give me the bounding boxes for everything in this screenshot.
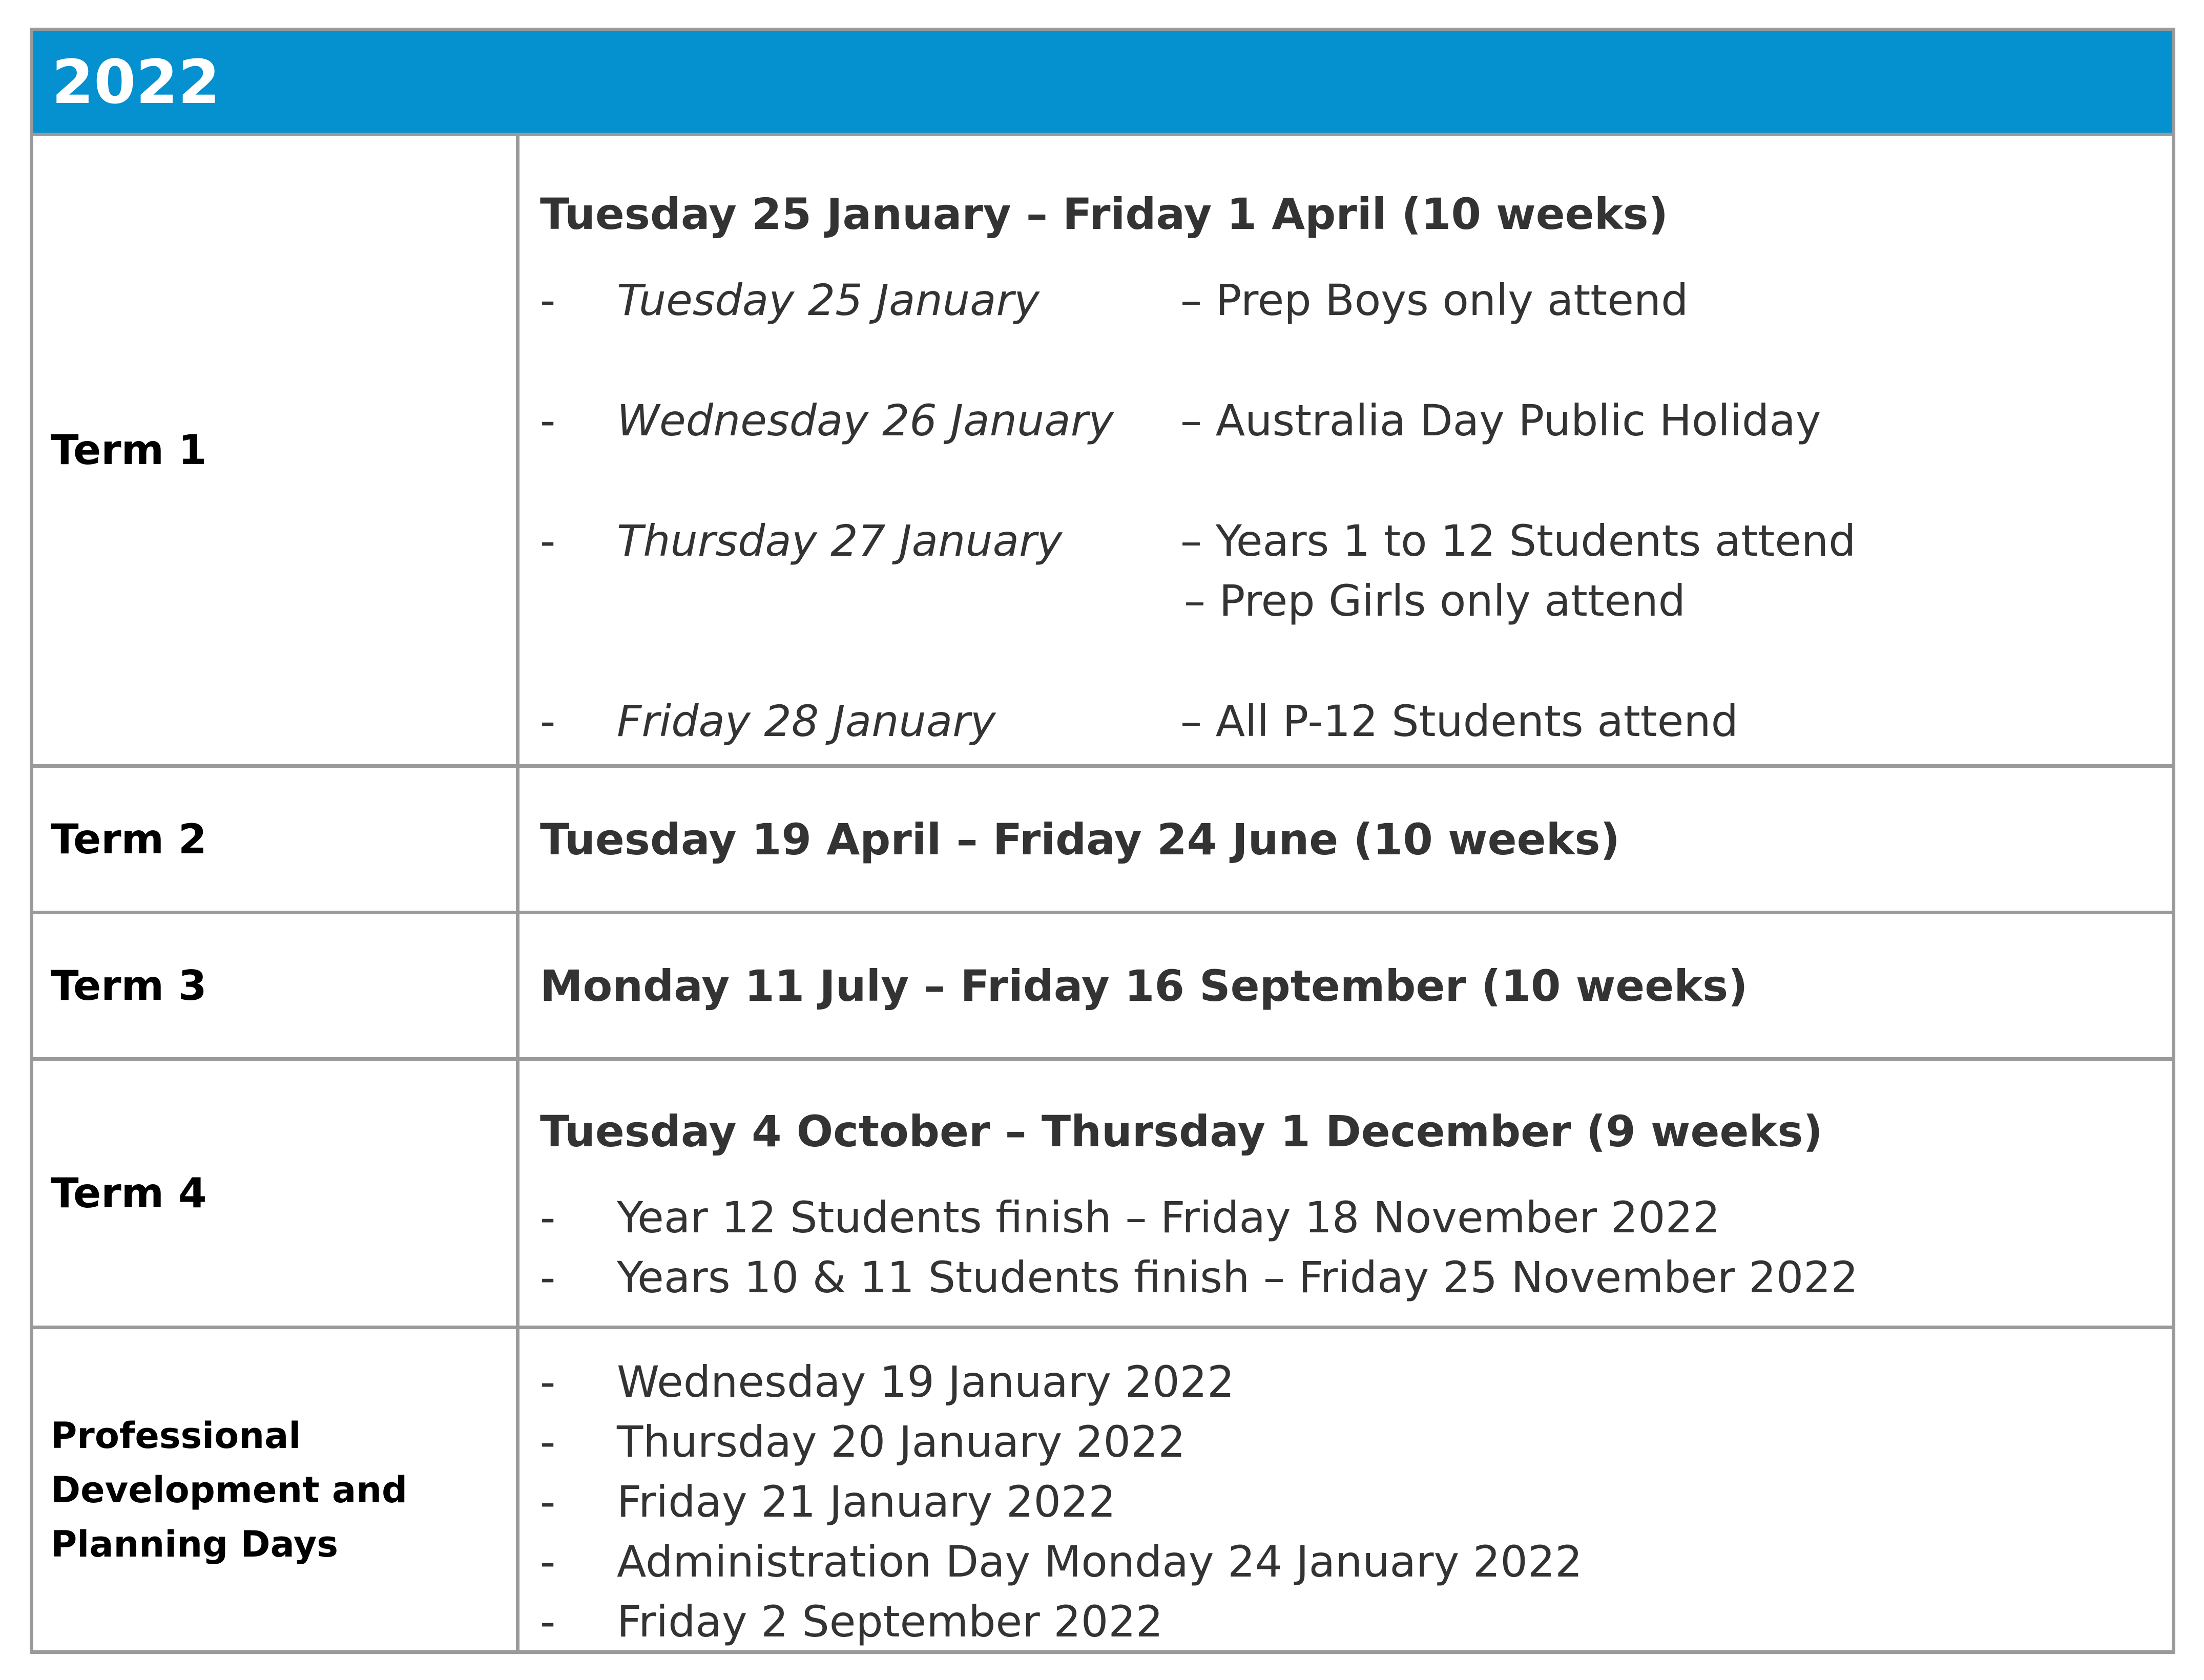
term-1-entry-desc: – Australia Day Public Holiday [1180, 395, 1821, 446]
term-dates-table [30, 28, 2175, 1654]
term-2-row [33, 768, 2172, 914]
term-3-row [33, 914, 2172, 1061]
term-1-details [519, 136, 2172, 764]
term-3-details [519, 914, 2172, 1057]
pd-day-item: Thursday 20 January 2022 [617, 1417, 1186, 1467]
bullet: - [540, 1417, 556, 1467]
term-1-entry-day: Friday 28 January [617, 696, 996, 746]
pd-day-item: Friday 2 September 2022 [617, 1597, 1163, 1647]
bullet: - [540, 1597, 556, 1647]
bullet: - [540, 275, 556, 325]
pd-days-details [519, 1329, 2172, 1650]
term-1-entry-desc-2: – Prep Girls only attend [1184, 576, 1686, 626]
term-2-label: Term 2 [33, 768, 519, 911]
term-1-row [33, 136, 2172, 768]
bullet: - [540, 696, 556, 746]
bullet: - [540, 516, 556, 566]
term-3-label: Term 3 [33, 914, 519, 1057]
term-1-entry-desc: – Prep Boys only attend [1180, 275, 1689, 325]
bullet: - [540, 1537, 556, 1587]
bullet: - [540, 1477, 556, 1527]
term-1-range: Tuesday 25 January – Friday 1 April (10 weeks) [540, 189, 1668, 239]
pd-days-label: Professional Development and Planning Days [33, 1329, 519, 1650]
term-2-details [519, 768, 2172, 911]
term-1-entry-desc: – Years 1 to 12 Students attend [1180, 516, 1856, 566]
pd-days-row [33, 1329, 2172, 1650]
term-1-entry-day: Thursday 27 January [617, 516, 1063, 566]
pd-day-item: Friday 21 January 2022 [617, 1477, 1116, 1527]
term-1-entry-day: Wednesday 26 January [617, 395, 1114, 446]
term-2-range: Tuesday 19 April – Friday 24 June (10 weeks) [540, 814, 1620, 865]
pd-day-item: Wednesday 19 January 2022 [617, 1357, 1235, 1407]
term-4-label: Term 4 [33, 1061, 519, 1326]
term-1-entry-day: Tuesday 25 January [617, 275, 1039, 325]
pd-day-item: Administration Day Monday 24 January 2022 [617, 1537, 1583, 1587]
term-3-range: Monday 11 July – Friday 16 September (10 weeks) [540, 961, 1748, 1011]
bullet: - [540, 1357, 556, 1407]
term-4-row [33, 1061, 2172, 1329]
year-title: 2022 [52, 47, 220, 117]
bullet: - [540, 1192, 556, 1243]
term-4-item: Year 12 Students finish – Friday 18 November 2022 [617, 1192, 1720, 1243]
term-4-item: Years 10 & 11 Students finish – Friday 25 November 2022 [617, 1252, 1859, 1303]
bullet: - [540, 395, 556, 446]
term-4-details [519, 1061, 2172, 1326]
bullet: - [540, 1252, 556, 1303]
term-4-range: Tuesday 4 October – Thursday 1 December (9 weeks) [540, 1106, 1823, 1157]
term-1-entry-desc: – All P-12 Students attend [1180, 696, 1738, 746]
term-1-label: Term 1 [33, 136, 519, 764]
table-header [33, 31, 2172, 136]
